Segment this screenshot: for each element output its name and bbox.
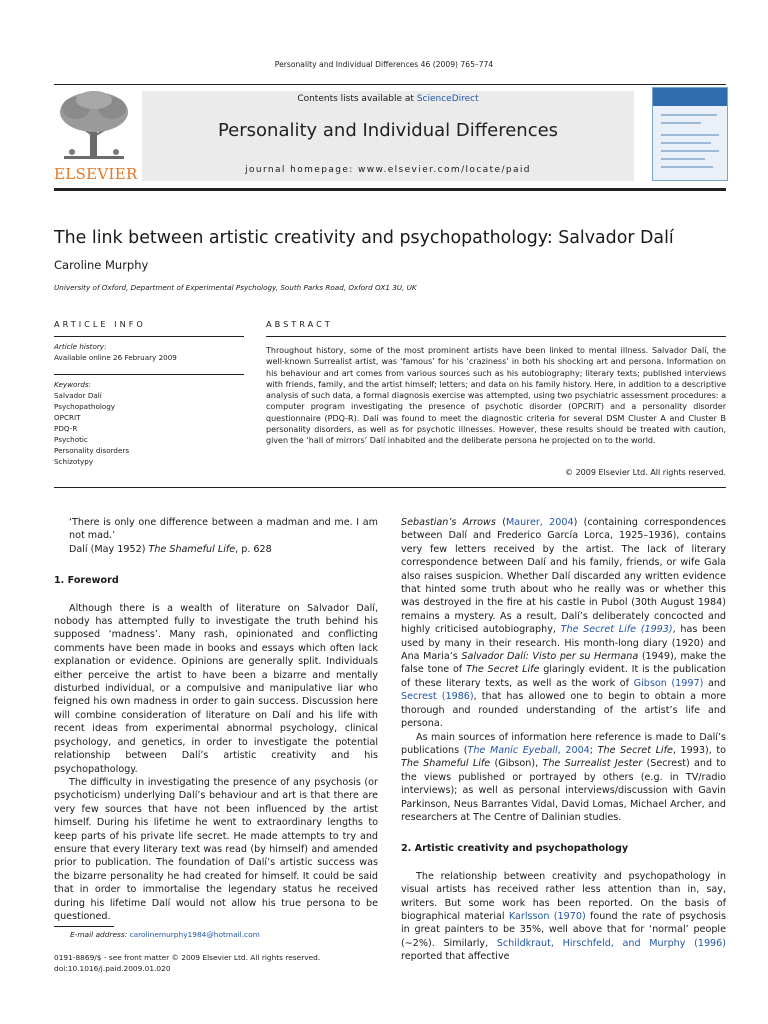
- article-history: [54, 341, 244, 363]
- history-value: Available online 26 February 2009: [54, 353, 177, 362]
- article-title: The link between artistic creativity and psychopathology: Salvador Dalí: [54, 228, 674, 248]
- citation-link[interactable]: Maurer, 2004: [505, 517, 574, 528]
- footnote-rule: [54, 926, 114, 927]
- keywords-rule: [54, 374, 244, 375]
- citation-link[interactable]: Karlsson (1970): [508, 910, 586, 922]
- contents-line: [142, 94, 634, 104]
- keyword-item: PDQ-R: [54, 424, 78, 433]
- section-1-heading: 1. Foreword: [54, 575, 119, 587]
- journal-homepage[interactable]: journal homepage: www.elsevier.com/locate/paid: [245, 165, 531, 175]
- citation-link[interactable]: The Secret Life (1993): [560, 624, 673, 636]
- author-email: E-mail address: carolinemurphy1984@hotmail.com: [70, 930, 260, 939]
- author-affiliation: University of Oxford, Department of Experimental Psychology, South Parks Road, Oxford OX1 3U, UK: [54, 283, 417, 292]
- history-label: Article history:: [54, 342, 107, 351]
- keywords-block: [54, 379, 244, 467]
- paragraph: The difficulty in investigating the presence of any psychosis (or psychoticism) underlying Dalí’s behaviour and art is that there are very few sources that have not been influenced by the artist himself. During his lifetime he went to extraordinary lengths to keep parts of his private life secret. He made attempts to try and ensure that every literary text was read (by himself) and amended prior to publication. The foundation of Dalí’s artistic success was the bizarre personality he had created for himself. It could be said that in order to immortalise the legendary status he received during his lifetime Dalí would not allow his true persona to be questioned.: [54, 776, 378, 922]
- author-name: Caroline Murphy: [54, 258, 149, 272]
- abstract-copyright: © 2009 Elsevier Ltd. All rights reserved.: [565, 468, 726, 477]
- issn-line: 0191-8869/$ - see front matter © 2009 Elsevier Ltd. All rights reserved.: [54, 953, 321, 962]
- elsevier-wordmark: ELSEVIER: [54, 165, 138, 183]
- paragraph: As main sources of information here reference is made to Dalí’s publications (The Manic Eyeball, 2004; The Secret Life, 1993), to The Shameful Life (Gibson), The Surrealist Jester (Secrest) and to the views published or portrayed by others (e.g. in TV/radio interviews); as well as personal interviews/discussion with Gavin Parkinson, Neus Barrantes Vidal, David Lomas, Michael Archer, and researchers at The Centre of Dalinian studies.: [401, 731, 727, 823]
- keyword-item: Personality disorders: [54, 446, 130, 455]
- citation-link[interactable]: Schildkraut, Hirschfeld, and Murphy (1996): [496, 937, 726, 949]
- epigraph-source: Dalí (May 1952) The Shameful Life, p. 628: [69, 543, 272, 555]
- email-link[interactable]: carolinemurphy1984@hotmail.com: [129, 930, 260, 939]
- keyword-item: Psychopathology: [54, 402, 116, 411]
- section-2-heading: 2. Artistic creativity and psychopathology: [401, 843, 629, 855]
- keyword-item: OPCRIT: [54, 413, 81, 422]
- doi-line[interactable]: doi:10.1016/j.paid.2009.01.020: [54, 964, 171, 973]
- right-column: [401, 516, 726, 964]
- paragraph: The relationship between creativity and psychopathology in visual artists has received rather less attention than in, say, writers. But some work has been reported. On the basis of biographical material Karlsson (1970) found the rate of psychosis in great painters to be 35%, well above that for ‘normal’ people (∼2%). Similarly, Schildkraut, Hirschfeld, and Murphy (1996) reported that affective: [401, 870, 726, 963]
- article-info-heading: ARTICLE INFO: [54, 319, 146, 329]
- abstract-heading: ABSTRACT: [266, 319, 333, 329]
- paragraph: Although there is a wealth of literature on Salvador Dalí, nobody has attempted fully to investigate the truth behind his supposed ‘madness’. Many rash, opinionated and conflicting comments have been made in books and essays which often lack explanation or evidence. Opinions are generally split. Individuals either perceive the artist to have been a bizarre and mentally disturbed individual, or a compulsive and manipulative liar who feigned his own madness in order to gain success. Discussion here will combine consideration of literature on Dalí and his life with recent ideas from experimental abnormal psychology, clinical psychology, and genetics, in order to investigate the potential relationship between Dalí’s artistic creativity and his psychopathology.: [54, 602, 378, 775]
- front-matter: [54, 952, 320, 974]
- banner-top-rule: [54, 84, 726, 85]
- keyword-item: Salvador Dalí: [54, 391, 102, 400]
- citation-link[interactable]: Secrest (1986): [401, 691, 474, 703]
- keywords-label: Keywords:: [54, 380, 92, 389]
- keyword-item: Psychotic: [54, 435, 88, 444]
- journal-title: Personality and Individual Differences: [217, 120, 559, 141]
- article-info-rule: [54, 336, 244, 337]
- epigraph-quote: ‘There is only one difference between a madman and me. I am not mad.’: [69, 517, 378, 542]
- left-column: [54, 516, 378, 923]
- keyword-item: Schizotypy: [54, 457, 94, 466]
- citation-link[interactable]: Gibson (1997): [633, 677, 704, 689]
- citation-link[interactable]: The Manic Eyeball, 2004: [467, 744, 590, 756]
- abstract-text: Throughout history, some of the most prominent artists have been linked to mental illness. Salvador Dalí, the well-known Surrealist artist, was ‘famous’ for his ‘craziness’ in both his shocking art and persona. Information on his behaviour and art comes from various sources such as his autobiography; literary texts; published interviews with friends, family, and the artist himself; letters; and data on his family history. Here, in addition to a descriptive analysis of such data, a formal diagnosis exercise was attempted, using two psychiatric assessment procedures: a computer program investigating the presence of psychotic disorder (OPCRIT) and a personality disorder questionnaire (PDQ-R). Dalí was found to meet the diagnostic criteria for several DSM Cluster A and Cluster B personality disorders, as well as for psychotic illnesses. However, these results should be treated with caution, given the ‘hall of mirrors’ Dalí inhabited and the deliberate persona he projected on to the world.: [266, 346, 726, 446]
- abstract-bottom-rule: [54, 487, 726, 488]
- abstract-top-rule: [266, 336, 726, 337]
- paragraph: Sebastian’s Arrows (Maurer, 2004) (containing correspondences between Dalí and Frederico García Lorca, 1925–1936), contains very few letters received by the artist. The lack of literary correspondence between Dalí and his family, friends, or wife Gala also raises suspicion. Whether Dalí discarded any written evidence that hinted some truth about who he really was or whether this was destroyed in the fire at his castle in Pubol (30th August 1984) remains a mystery. As a result, Dalí’s deliberately concocted and highly criticised autobiography, The Secret Life (1993), has been used by many in their research. His month-long diary (1920) and Ana Maria’s Salvador Dalí: Visto per su Hermana (1949), make the false tone of The Secret Life glaringly evident. It is the publication of these literary texts, as well as the work of Gibson (1997) and Secrest (1986), that has allowed one to begin to obtain a more thorough and rounded understanding of the artist’s life and persona.: [401, 517, 727, 730]
- sciencedirect-link[interactable]: ScienceDirect: [416, 94, 479, 104]
- journal-citation: Personality and Individual Differences 46 (2009) 765–774: [274, 60, 494, 69]
- banner-bottom-rule: [54, 188, 726, 191]
- journal-cover-thumbnail: [652, 87, 728, 181]
- contents-prefix: Contents lists available at: [297, 94, 417, 104]
